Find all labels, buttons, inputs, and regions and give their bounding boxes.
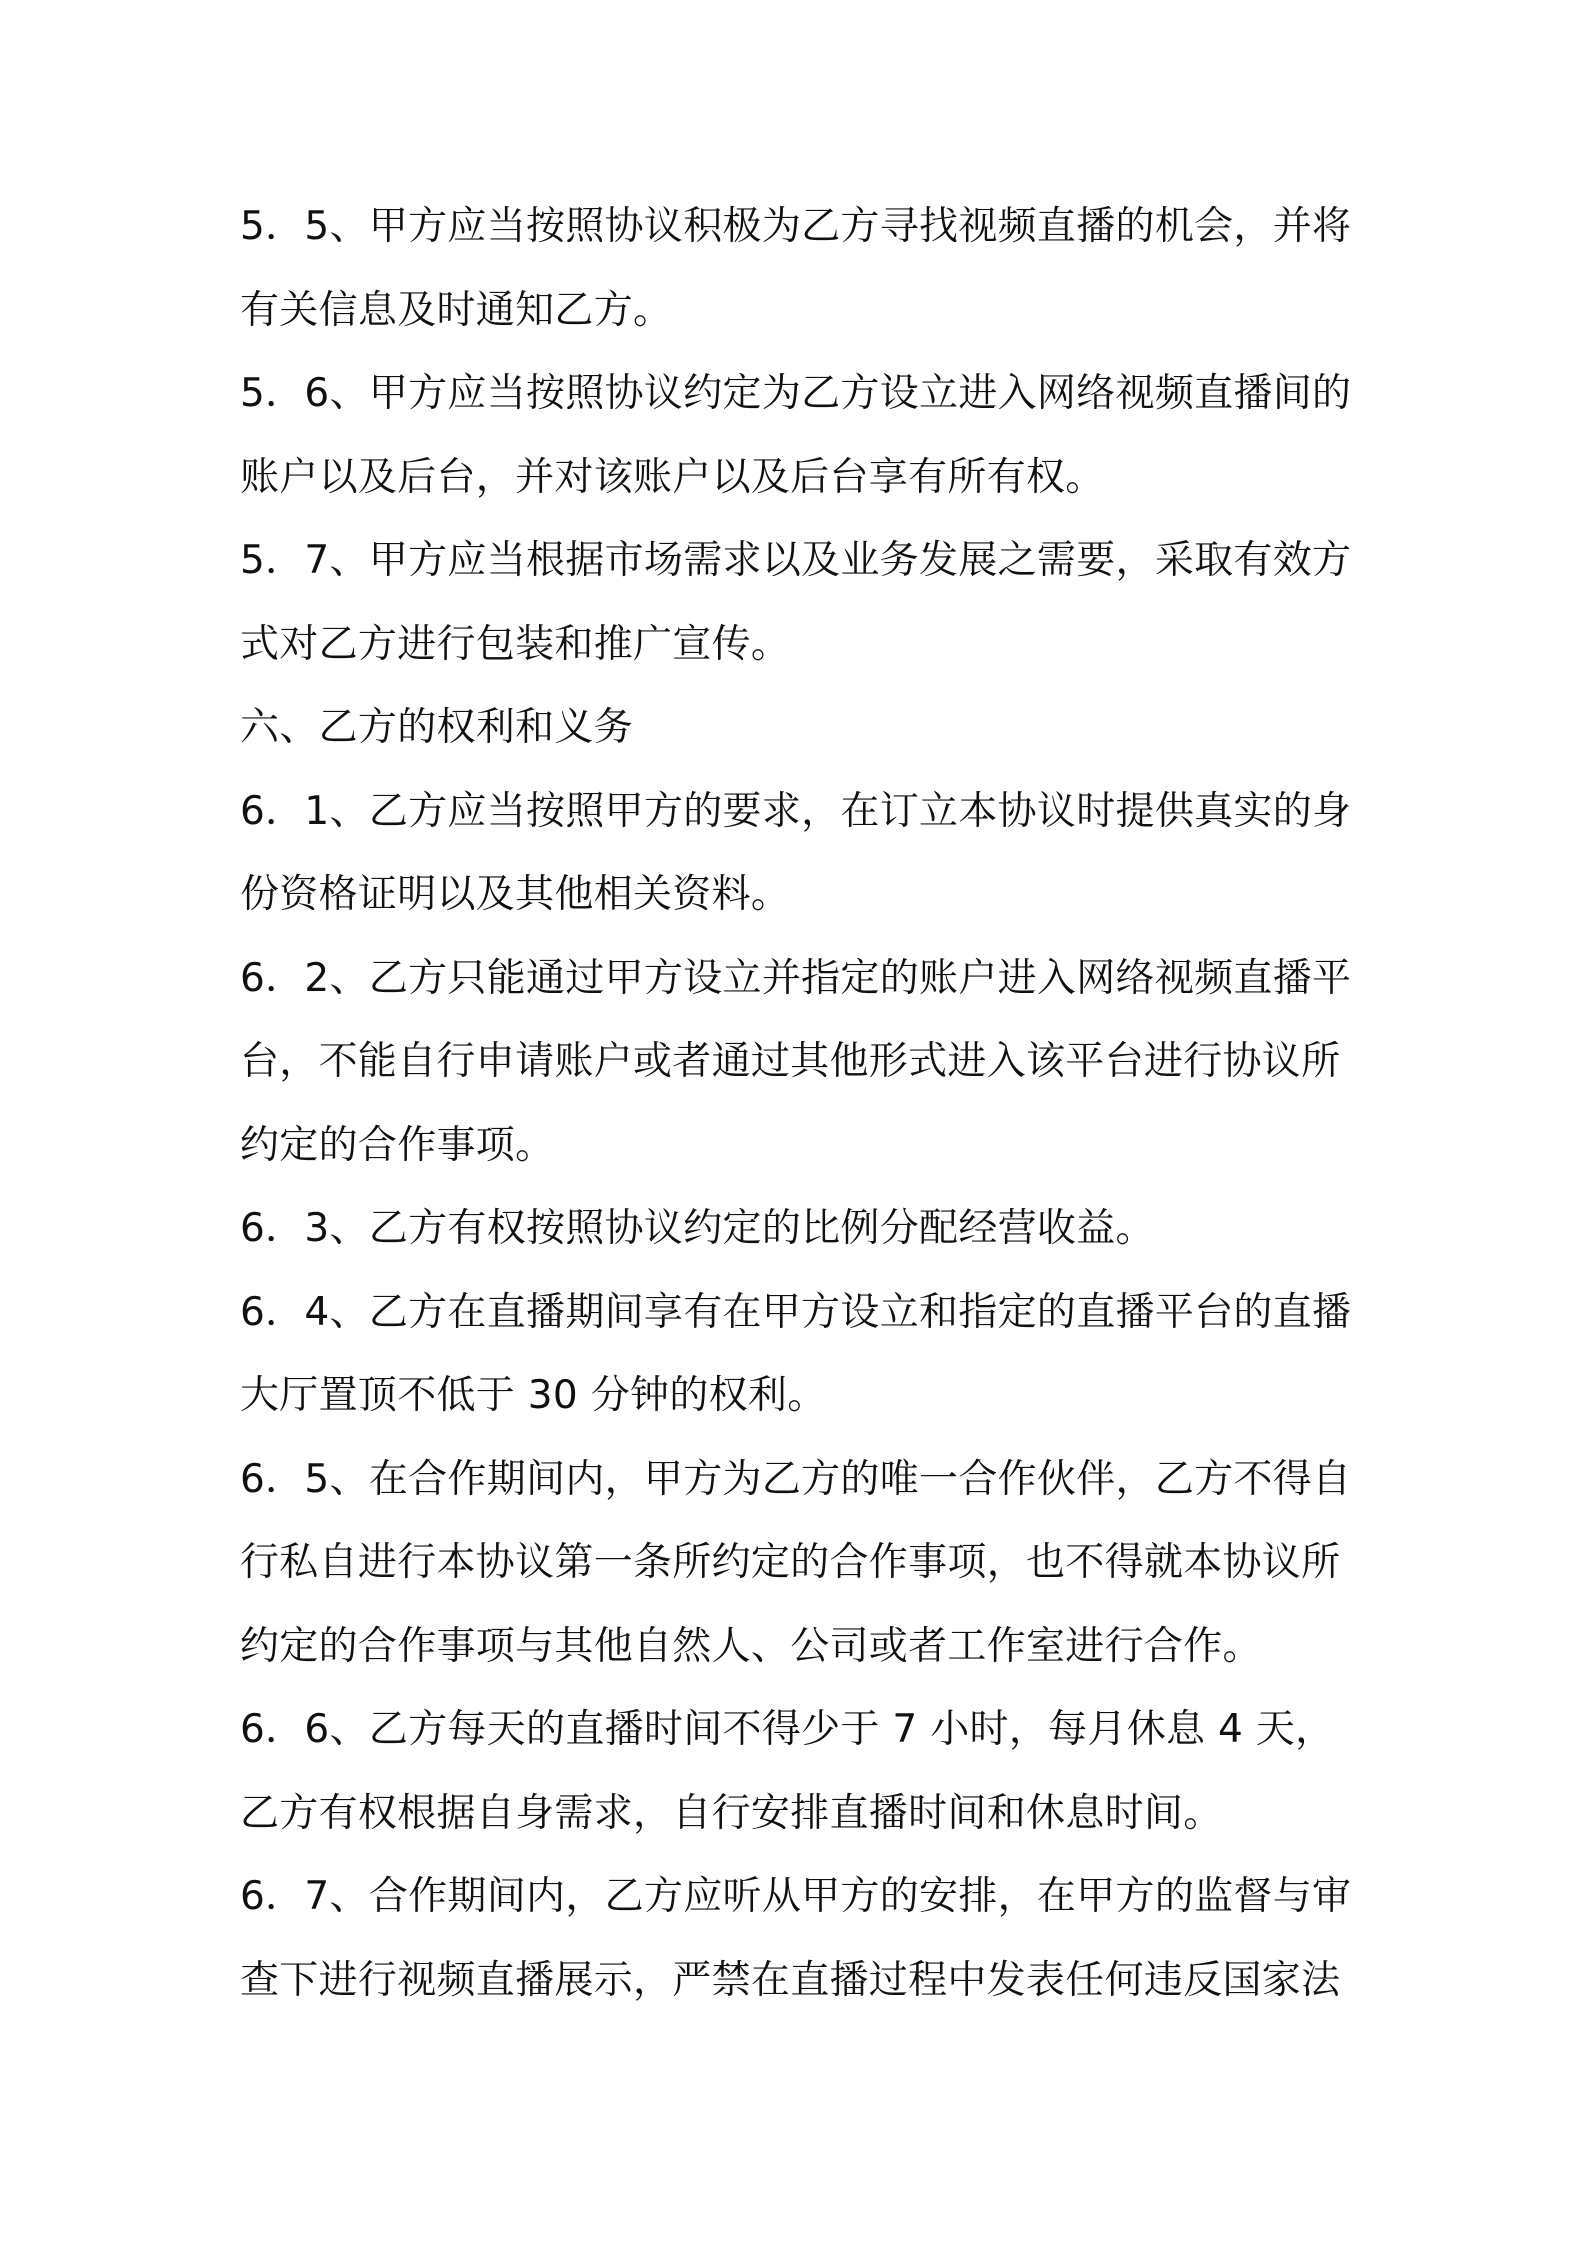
text-line: 大厅置顶不低于 30 分钟的权利。 — [240, 1373, 827, 1418]
text-line: 6．4、乙方在直播期间享有在甲方设立和指定的直播平台的直播 — [240, 1289, 1352, 1335]
text-line: 6．6、乙方每天的直播时间不得少于 7 小时，每月休息 4 天， — [240, 1707, 1335, 1752]
text-line: 6．2、乙方只能通过甲方设立并指定的账户进入网络视频直播平 — [240, 955, 1352, 1001]
text-line: 式对乙方进行包装和推广宣传。 — [240, 621, 791, 667]
text-line: 查下进行视频直播展示，严禁在直播过程中发表任何违反国家法 — [240, 1957, 1341, 2003]
text-line: 6．1、乙方应当按照甲方的要求，在订立本协议时提供真实的身 — [240, 788, 1352, 834]
text-line: 乙方有权根据自身需求，自行安排直播时间和休息时间。 — [240, 1790, 1223, 1836]
text-line: 有关信息及时通知乙方。 — [240, 287, 673, 333]
text-line: 约定的合作事项。 — [240, 1122, 555, 1168]
text-line: 5．5、甲方应当按照协议积极为乙方寻找视频直播的机会，并将 — [240, 204, 1352, 249]
document-body — [240, 185, 1360, 2022]
section-heading: 六、乙方的权利和义务 — [240, 705, 634, 750]
text-line: 5．7、甲方应当根据市场需求以及业务发展之需要，采取有效方 — [240, 538, 1352, 583]
text-line: 6．7、合作期间内，乙方应听从甲方的安排，在甲方的监督与审 — [240, 1874, 1352, 1919]
text-line: 约定的合作事项与其他自然人、公司或者工作室进行合作。 — [240, 1623, 1262, 1669]
text-line: 6．3、乙方有权按照协议约定的比例分配经营收益。 — [240, 1206, 1155, 1251]
text-line: 份资格证明以及其他相关资料。 — [240, 872, 791, 917]
text-line: 6．5、在合作期间内，甲方为乙方的唯一合作伙伴，乙方不得自 — [240, 1456, 1352, 1502]
text-line: 行私自进行本协议第一条所约定的合作事项，也不得就本协议所 — [240, 1540, 1341, 1585]
text-line: 5．6、甲方应当按照协议约定为乙方设立进入网络视频直播间的 — [240, 371, 1352, 416]
text-line: 台，不能自行申请账户或者通过其他形式进入该平台进行协议所 — [240, 1039, 1341, 1084]
text-line: 账户以及后台，并对该账户以及后台享有所有权。 — [240, 454, 1105, 500]
